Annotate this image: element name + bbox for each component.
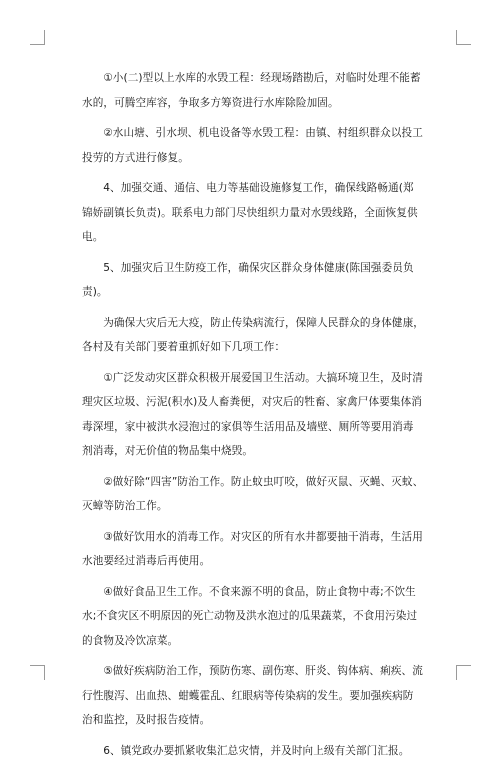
paragraph-reporting: 6、镇党政办要抓紧收集汇总灾情，并及时向上级有关部门汇报。	[103, 744, 410, 757]
paragraph-infrastructure: 4、加强交通、通信、电力等基础设施修复工作，确保线路畅通(郑锦娇副镇长负责)。联系电力部门尽快组织力量对水毁线路，全面恢复供电。	[82, 182, 418, 243]
paragraph-sanitation: ①广泛发动灾区群众积极开展爱国卫生活动。大搞环境卫生，及时清理灾区垃圾、污泥(积水)及人畜粪便，对灾后的牲畜、家禽尸体要集体消毒深埋，家中被洪水浸泡过的家俱等生活用品及墙壁、厕所等要用消毒剂消毒，对无价值的物品集中烧毁。	[82, 371, 423, 457]
document-body	[82, 66, 424, 769]
crop-mark-top-left	[30, 30, 45, 45]
paragraph-epidemic-prevention: 5、加强灾后卫生防疫工作，确保灾区群众身体健康(陈国强委员负责)。	[82, 261, 414, 298]
paragraph-reservoir-repair: ①小(二)型以上水库的水毁工程：经现场踏勘后，对临时处理不能蓄水的，可腾空库容，争取多方筹资进行水库除险加固。	[82, 72, 421, 109]
paragraph-water-disinfection: ③做好饮用水的消毒工作。对灾区的所有水井都要抽干消毒，生活用水池要经过消毒后再使用。	[82, 530, 423, 567]
crop-mark-bottom-right	[456, 665, 471, 680]
crop-mark-bottom-left	[30, 665, 45, 680]
paragraph-disease-control: ⑤做好疾病防治工作，预防伤寒、副伤寒、肝炎、钩体病、痢疾、流行性腹泻、出血热、蚶蠖霍乱、红眼病等传染病的发生。要加强疾病防治和监控，及时报告疫情。	[82, 665, 423, 726]
paragraph-intro-tasks: 为确保大灾后无大疫，防止传染病流行，保障人民群众的身体健康，各村及有关部门要着重抓好如下几项工作：	[82, 316, 424, 353]
paragraph-four-pests: ②做好除“四害”防治工作。防止蚊虫叮咬，做好灭鼠、灭蝇、灭蚊、灭蟑等防治工作。	[82, 475, 424, 512]
paragraph-pond-repair: ②水山塘、引水坝、机电设备等水毁工程：由镇、村组织群众以投工投劳的方式进行修复。	[82, 127, 423, 164]
crop-mark-top-right	[456, 30, 471, 45]
paragraph-food-safety: ④做好食品卫生工作。不食来源不明的食品，防止食物中毒;不饮生水;不食灾区不明原因的死亡动物及洪水泡过的瓜果蔬菜，不食用污染过的食物及冷饮凉菜。	[82, 585, 418, 647]
